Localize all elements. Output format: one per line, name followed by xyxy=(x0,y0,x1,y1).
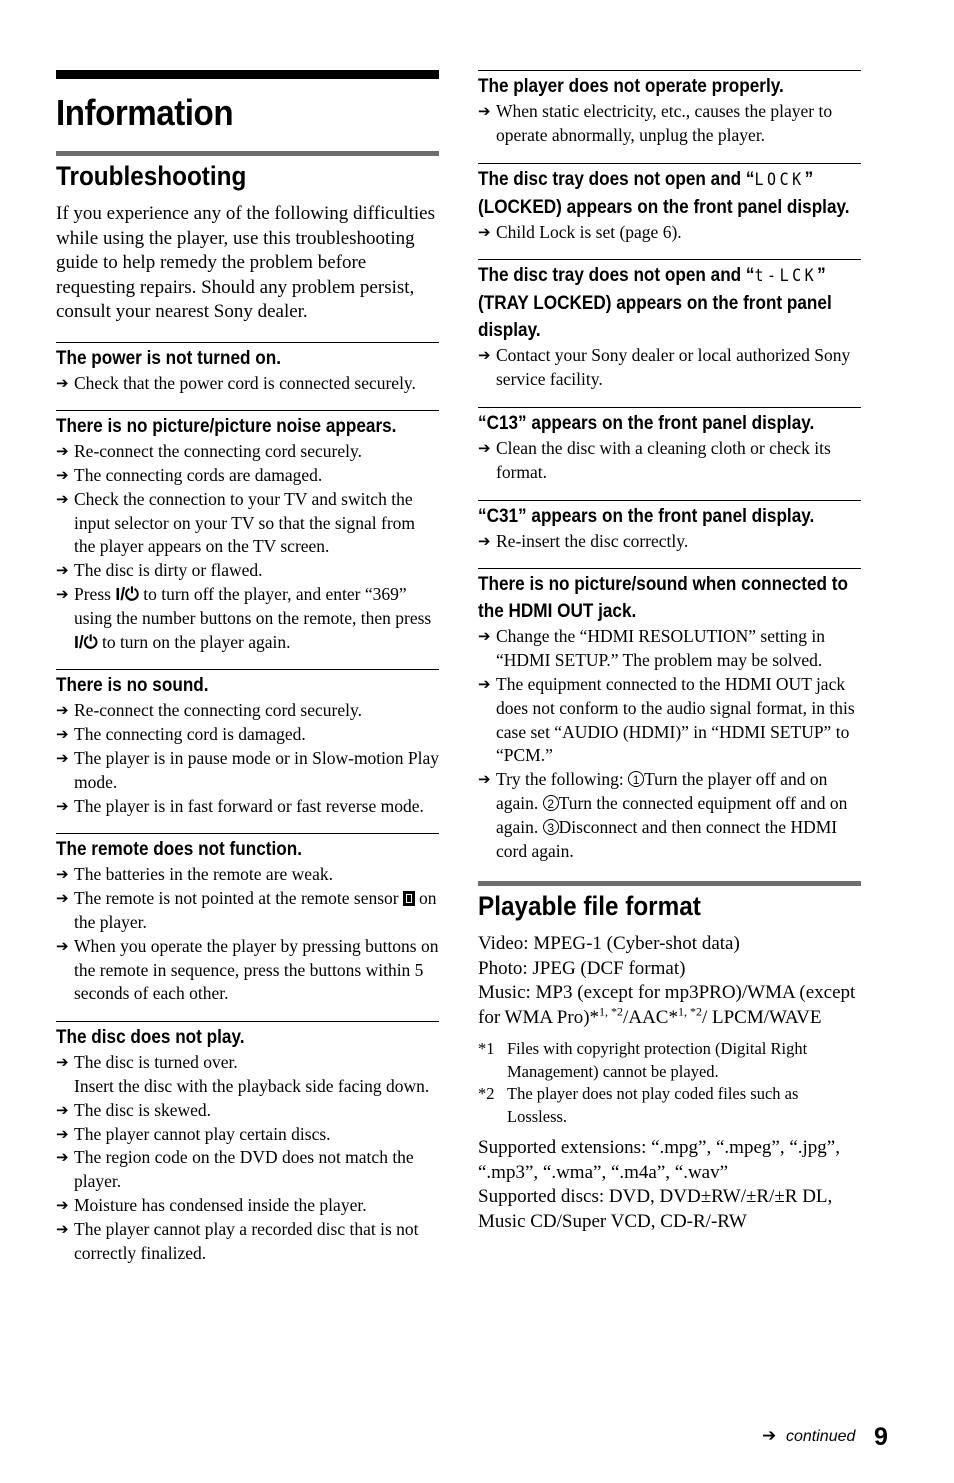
list-item: ➔ Check that the power cord is connected securely. xyxy=(56,372,439,396)
section-title-playable: Playable file format xyxy=(478,891,701,922)
left-column xyxy=(56,70,439,1265)
power-icon: I/⏻ xyxy=(115,584,139,605)
section-rule xyxy=(478,881,861,886)
problem-tray-locked xyxy=(478,259,861,392)
list-item: ➔ The equipment connected to the HDMI OUT jack does not conform to the audio signal format, in this case set “AUDIO (HDMI)” in “HDMI SETUP” to “PCM.” xyxy=(478,673,855,766)
problem-title: The disc does not play. xyxy=(56,1026,245,1049)
arrow-icon: ➔ xyxy=(762,1426,777,1446)
continued-label: continued xyxy=(786,1428,856,1445)
problem-title: There is no picture/picture noise appears. xyxy=(56,415,397,438)
list-item: ➔ The remote is not pointed at the remote sensor on the player. xyxy=(56,888,437,933)
lcd-text: LOCK xyxy=(754,169,805,190)
problem-title: The disc tray does not open and “t-LCK” (TRAY LOCKED) appears on the front panel display. xyxy=(478,264,832,342)
arrow-icon: ➔ xyxy=(56,749,69,768)
arrow-icon: ➔ xyxy=(56,1124,69,1143)
right-column xyxy=(478,70,861,1234)
list-item: ➔ Re-connect the connecting cord securely. xyxy=(56,440,439,464)
arrow-icon: ➔ xyxy=(56,865,69,884)
section-rule xyxy=(56,151,439,156)
arrow-icon: ➔ xyxy=(478,438,491,457)
problem-operate xyxy=(478,70,861,148)
list-item: ➔ The connecting cords are damaged. xyxy=(56,464,439,488)
list-item: ➔ Try the following: 1 Turn the player off and on again. 2 Turn the connected equipment off and on again. 3 Disconnect and then connect the HDMI cord again. xyxy=(478,769,848,861)
list-item: ➔ Clean the disc with a cleaning cloth or check its format. xyxy=(478,437,831,482)
power-icon: I/⏻ xyxy=(74,631,98,652)
list-item: ➔ When static electricity, etc., causes the player to operate abnormally, unplug the player. xyxy=(478,101,833,145)
list-item: ➔ The region code on the DVD does not match the player. xyxy=(56,1147,414,1192)
arrow-icon: ➔ xyxy=(56,466,69,485)
circled-number: 2 xyxy=(543,795,559,811)
page-footer xyxy=(760,1423,890,1456)
problem-locked xyxy=(478,163,861,245)
lcd-text: t-LCK xyxy=(754,266,818,287)
problem-title: The player does not operate properly. xyxy=(478,75,784,97)
problem-title: The remote does not function. xyxy=(56,838,302,861)
arrow-icon: ➔ xyxy=(56,1196,69,1215)
arrow-icon: ➔ xyxy=(478,346,491,365)
arrow-icon: ➔ xyxy=(56,585,69,604)
arrow-icon: ➔ xyxy=(56,936,69,955)
page-number: 9 xyxy=(874,1423,888,1451)
arrow-icon: ➔ xyxy=(478,627,491,646)
list-item: ➔ The disc is turned over. Insert the disc with the playback side facing down. xyxy=(56,1052,430,1097)
arrow-icon: ➔ xyxy=(478,222,491,241)
problem-hdmi xyxy=(478,568,861,863)
list-item: ➔ The player cannot play a recorded disc that is not correctly finalized. xyxy=(56,1218,419,1263)
list-item: ➔ When you operate the player by pressing buttons on the remote in sequence, press the buttons within 5 seconds of each other. xyxy=(56,935,439,1004)
footnote: *2 The player does not play coded files such as Lossless. xyxy=(478,1084,799,1126)
list-item: ➔ The player is in fast forward or fast reverse mode. xyxy=(56,795,439,819)
arrow-icon: ➔ xyxy=(56,701,69,720)
problem-title: There is no sound. xyxy=(56,674,209,697)
list-item: ➔ Change the “HDMI RESOLUTION” setting in “HDMI SETUP.” The problem may be solved. xyxy=(478,626,826,671)
list-item: ➔ Re-connect the connecting cord securely. xyxy=(56,699,439,723)
troubleshooting-intro: If you experience any of the following difficulties while using the player, use this troubleshooting guide to help remedy the problem before requesting repairs. Should any problem persist, consult your nearest Sony dealer. xyxy=(56,203,435,322)
list-item: ➔ The batteries in the remote are weak. xyxy=(56,863,439,887)
arrow-icon: ➔ xyxy=(56,1148,69,1167)
section-title-troubleshooting: Troubleshooting xyxy=(56,161,247,191)
problem-sound xyxy=(56,669,439,818)
problem-power xyxy=(56,342,439,396)
arrow-icon: ➔ xyxy=(478,531,491,550)
problem-title: There is no picture/sound when connected to the HDMI OUT jack. xyxy=(478,573,848,623)
arrow-icon: ➔ xyxy=(478,770,491,789)
problem-title: “C31” appears on the front panel display. xyxy=(478,504,815,527)
arrow-icon: ➔ xyxy=(56,489,69,508)
footnotes xyxy=(478,1038,861,1128)
music-format: Music: MP3 (except for mp3PRO)/WMA (except for WMA Pro)*$^{1, *2}$/AAC*$^{1, *2}$/ LPCM/WAVE xyxy=(478,982,856,1028)
problem-title: The disc tray does not open and “LOCK” (LOCKED) appears on the front panel display. xyxy=(478,167,850,218)
arrow-icon: ➔ xyxy=(56,725,69,744)
problem-remote xyxy=(56,833,439,1006)
page-title: Information xyxy=(56,92,234,133)
video-format: Video: MPEG-1 (Cyber-shot data) xyxy=(478,933,740,955)
list-item: ➔ The disc is skewed. xyxy=(56,1099,439,1123)
footnote: *1 Files with copyright protection (Digital Right Management) cannot be played. xyxy=(478,1039,808,1081)
list-item: ➔ The player is in pause mode or in Slow-motion Play mode. xyxy=(56,748,440,792)
photo-format: Photo: JPEG (DCF format) xyxy=(478,957,686,979)
arrow-icon: ➔ xyxy=(56,889,69,908)
list-item: ➔ The disc is dirty or flawed. xyxy=(56,559,439,583)
list-item: ➔ Check the connection to your TV and switch the input selector on your TV so that the signal from the player appears on the TV screen. xyxy=(56,488,416,557)
problem-title: The power is not turned on. xyxy=(56,346,281,369)
problem-title: “C13” appears on the front panel display. xyxy=(478,411,815,434)
circled-number: 1 xyxy=(628,771,644,787)
arrow-icon: ➔ xyxy=(56,1219,69,1238)
problem-c13 xyxy=(478,407,861,485)
list-item: ➔ Re-insert the disc correctly. xyxy=(478,530,861,554)
arrow-icon: ➔ xyxy=(478,102,491,120)
arrow-icon: ➔ xyxy=(56,1053,69,1072)
list-item: ➔ Contact your Sony dealer or local authorized Sony service facility. xyxy=(478,345,851,390)
title-rule xyxy=(56,70,439,79)
list-item: ➔ Moisture has condensed inside the player. xyxy=(56,1194,439,1218)
arrow-icon: ➔ xyxy=(478,674,491,693)
remote-sensor-icon xyxy=(403,891,415,906)
list-item: ➔ The player cannot play certain discs. xyxy=(56,1123,439,1147)
supported-extensions: Supported extensions: “.mpg”, “.mpeg”, “.jpg”, “.mp3”, “.wma”, “.m4a”, “.wav” xyxy=(478,1137,840,1183)
problem-picture xyxy=(56,410,439,654)
list-item: ➔ The connecting cord is damaged. xyxy=(56,723,439,747)
arrow-icon: ➔ xyxy=(56,373,69,392)
problem-c31 xyxy=(478,500,861,554)
list-item: ➔ Child Lock is set (page 6). xyxy=(478,221,861,245)
problem-disc-play xyxy=(56,1021,439,1265)
list-item: ➔ Press I/⏻ to turn off the player, and enter “369” using the number buttons on the remote, then press I/⏻ to turn on the player again. xyxy=(56,584,432,652)
arrow-icon: ➔ xyxy=(56,796,69,815)
arrow-icon: ➔ xyxy=(56,561,69,580)
circled-number: 3 xyxy=(543,819,559,835)
supported-discs: Supported discs: DVD, DVD±RW/±R/±R DL, Music CD/Super VCD, CD-R/-RW xyxy=(478,1186,833,1232)
arrow-icon: ➔ xyxy=(56,1100,69,1119)
arrow-icon: ➔ xyxy=(56,442,69,461)
